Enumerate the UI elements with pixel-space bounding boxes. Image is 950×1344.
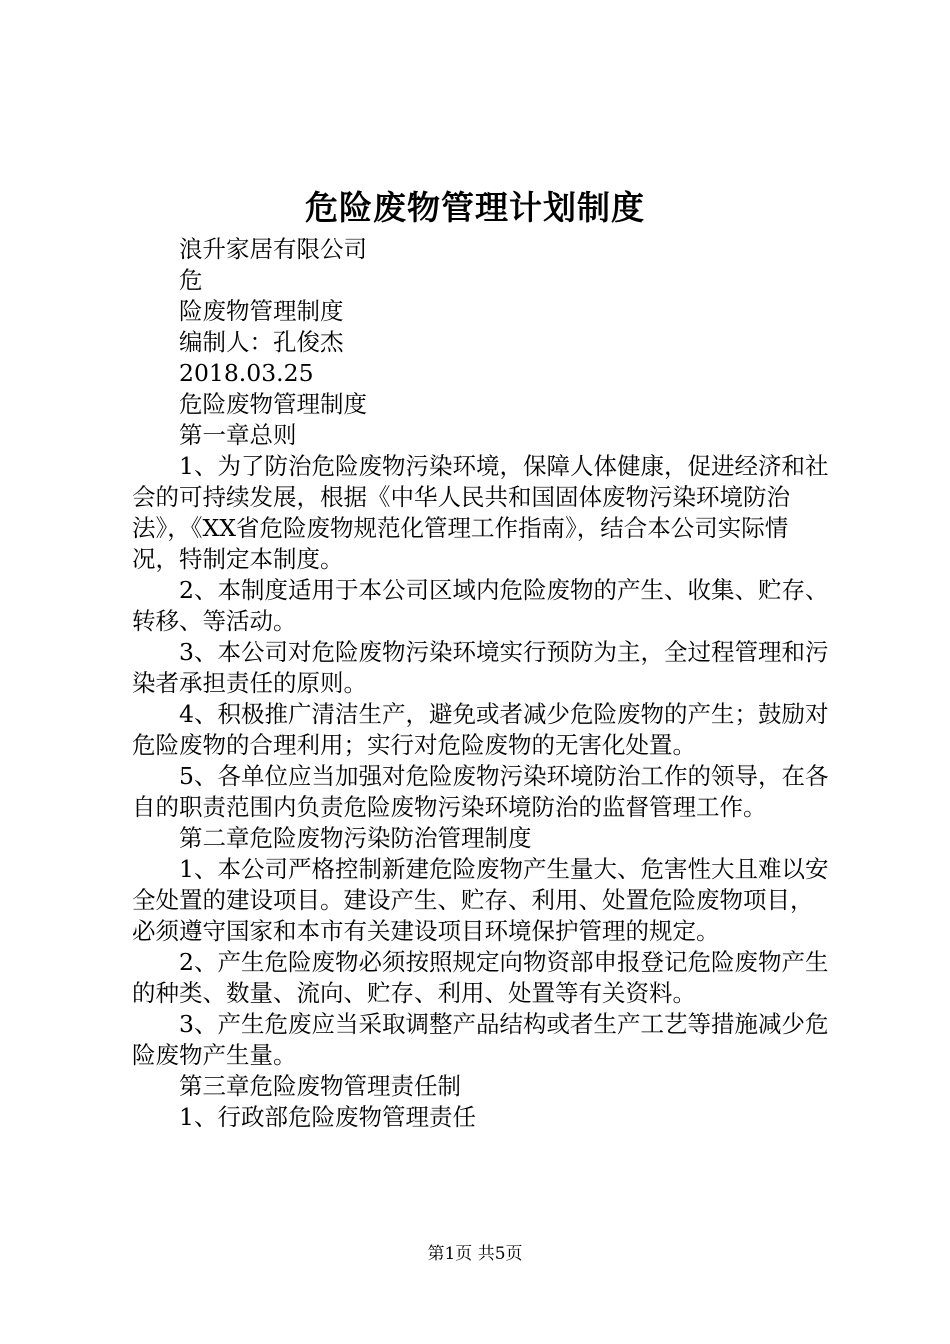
- paragraph: 4、积极推广清洁生产，避免或者减少危险废物的产生；鼓励对危险废物的合理利用；实行对危险废物的无害化处置。: [132, 700, 829, 759]
- date-line: 2018.03.25: [179, 359, 314, 387]
- paragraph: 5、各单位应当加强对危险废物污染环境防治工作的领导，在各自的职责范围内负责危险废物污染环境防治的监督管理工作。: [132, 762, 829, 821]
- header-line: 险废物管理制度: [179, 297, 344, 325]
- header-line: 危: [179, 266, 203, 294]
- page-footer: 第1页 共5页: [427, 1244, 523, 1264]
- paragraph: 3、本公司对危险废物污染环境实行预防为主，全过程管理和污染者承担责任的原则。: [132, 638, 829, 697]
- document-title: 危险废物管理计划制度: [305, 188, 645, 227]
- company-name: 浪升家居有限公司: [179, 235, 367, 263]
- paragraph: 2、本制度适用于本公司区域内危险废物的产生、收集、贮存、转移、等活动。: [132, 576, 829, 635]
- chapter-1-title: 第一章总则: [179, 421, 297, 449]
- chapter-2-title: 第二章危险废物污染防治管理制度: [179, 824, 532, 852]
- section-title: 危险废物管理制度: [179, 390, 367, 418]
- paragraph: 1、为了防治危险废物污染环境，保障人体健康，促进经济和社会的可持续发展，根据《中华人民共和国固体废物污染环境防治法》，《XX省危险废物规范化管理工作指南》，结合本公司实际情况，特制定本制度。: [132, 452, 829, 573]
- paragraph: 1、行政部危险废物管理责任: [179, 1103, 476, 1131]
- author-line: 编制人：孔俊杰: [179, 328, 344, 356]
- document-body: [132, 234, 832, 1133]
- paragraph: 3、产生危废应当采取调整产品结构或者生产工艺等措施减少危险废物产生量。: [132, 1010, 829, 1069]
- paragraph: 2、产生危险废物必须按照规定向物资部申报登记危险废物产生的种类、数量、流向、贮存、利用、处置等有关资料。: [132, 948, 829, 1007]
- paragraph: 1、本公司严格控制新建危险废物产生量大、危害性大且难以安全处置的建设项目。建设产生、贮存、利用、处置危险废物项目，必须遵守国家和本市有关建设项目环境保护管理的规定。: [132, 855, 829, 945]
- chapter-3-title: 第三章危险废物管理责任制: [179, 1072, 461, 1100]
